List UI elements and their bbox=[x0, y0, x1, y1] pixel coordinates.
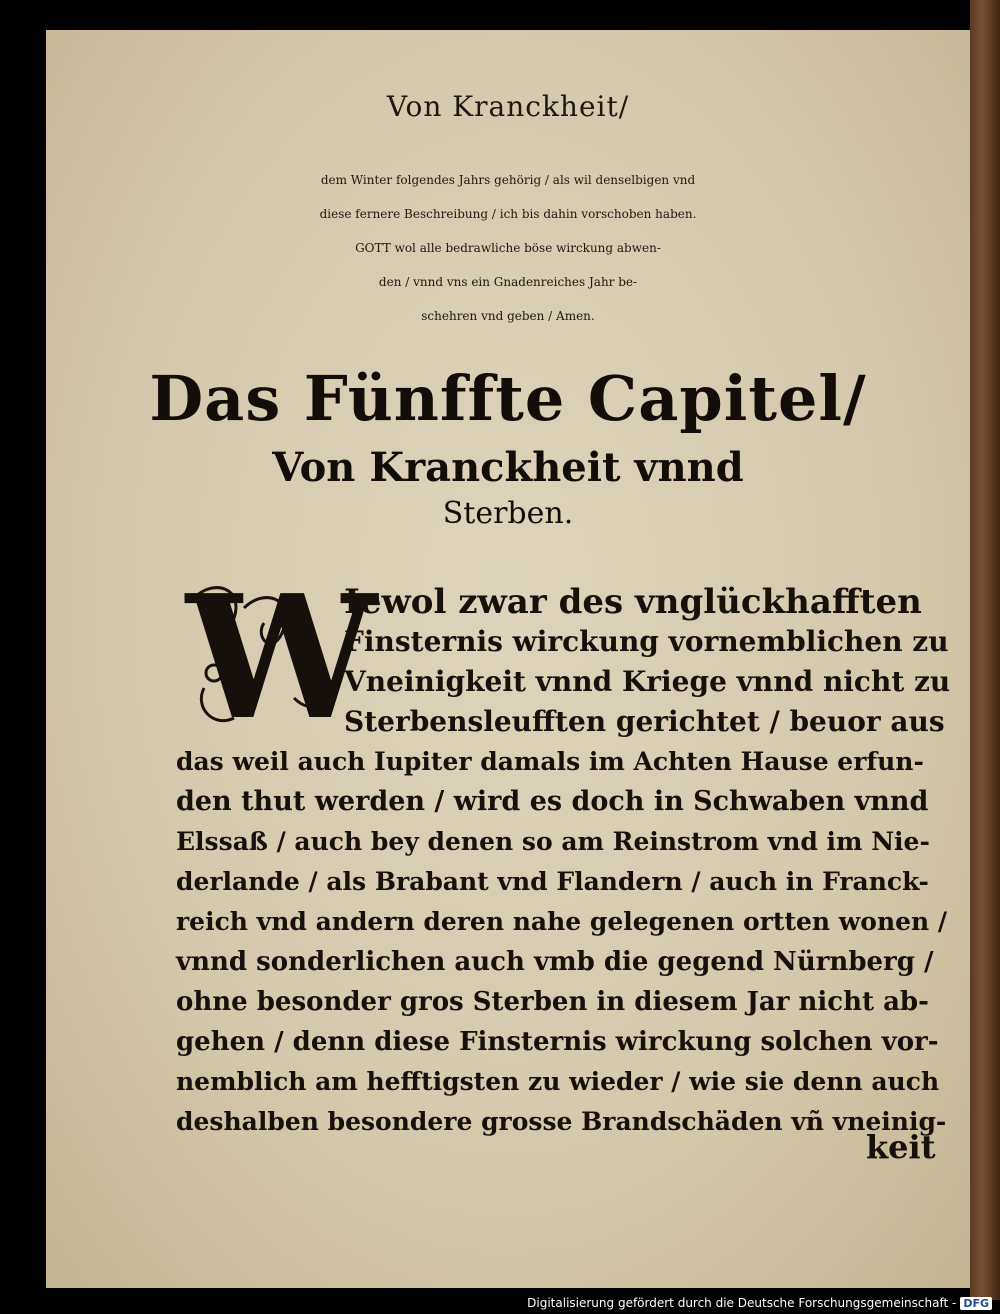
body-line-13: nemblich am hefftigsten zu wieder / wie sie denn auch bbox=[176, 1067, 940, 1096]
dfg-logo-icon: DFG bbox=[960, 1297, 992, 1310]
body-line-5: das weil auch Iupiter damals im Achten Hause erfun- bbox=[176, 747, 924, 776]
header-line-1: dem Winter folgendes Jahrs gehörig / als wil denselbigen vnd bbox=[320, 173, 696, 187]
running-head: Von Kranckheit/ bbox=[386, 90, 630, 123]
body-line-1: Iewol zwar des vnglückhafften bbox=[344, 582, 922, 622]
header-line-5: schehren vnd geben / Amen. bbox=[421, 309, 595, 323]
chapter-title: Das Fünffte Capitel/ bbox=[149, 362, 867, 435]
body-line-9: reich vnd andern deren nahe gelegenen ortten wonen / bbox=[176, 907, 948, 936]
header-line-2: diese fernere Beschreibung / ich bis dahin vorschoben haben. bbox=[319, 207, 697, 221]
body-line-14: deshalben besondere grosse Brandschäden vñ vneinig- bbox=[176, 1107, 947, 1136]
book-page bbox=[46, 30, 970, 1288]
body-line-8: derlande / als Brabant vnd Flandern / auch in Franck- bbox=[176, 867, 929, 896]
header-line-4: den / vnnd vns ein Gnadenreiches Jahr be- bbox=[378, 275, 638, 289]
drop-cap-initial: W bbox=[186, 558, 377, 758]
body-line-10: vnnd sonderlichen auch vmb die gegend Nürnberg / bbox=[176, 947, 934, 977]
body-line-3: Vneinigkeit vnnd Kriege vnnd nicht zu bbox=[344, 665, 951, 698]
body-line-6: den thut werden / wird es doch in Schwaben vnnd bbox=[176, 786, 929, 817]
footer-credit-text: Digitalisierung gefördert durch die Deutsche Forschungsgemeinschaft - bbox=[527, 1296, 957, 1310]
bleed-through-decoration bbox=[196, 330, 910, 355]
body-line-2: Finsternis wirckung vornemblichen zu bbox=[344, 625, 949, 658]
header-line-3: GOTT wol alle bedrawliche böse wirckung abwen- bbox=[355, 241, 661, 255]
body-line-7: Elssaß / auch bey denen so am Reinstrom vnd im Nie- bbox=[176, 827, 930, 856]
body-line-4: Sterbensleufften gerichtet / beuor aus bbox=[344, 705, 945, 738]
digitization-credit bbox=[527, 1296, 992, 1310]
chapter-subtitle-1: Von Kranckheit vnnd bbox=[272, 444, 744, 491]
chapter-subtitle-2: Sterben. bbox=[442, 496, 574, 531]
catchword: keit bbox=[866, 1128, 936, 1166]
book-spine-edge bbox=[970, 0, 1000, 1300]
body-line-11: ohne besonder gros Sterben in diesem Jar nicht ab- bbox=[176, 987, 929, 1017]
body-line-12: gehen / denn diese Finsternis wirckung solchen vor- bbox=[176, 1027, 939, 1057]
